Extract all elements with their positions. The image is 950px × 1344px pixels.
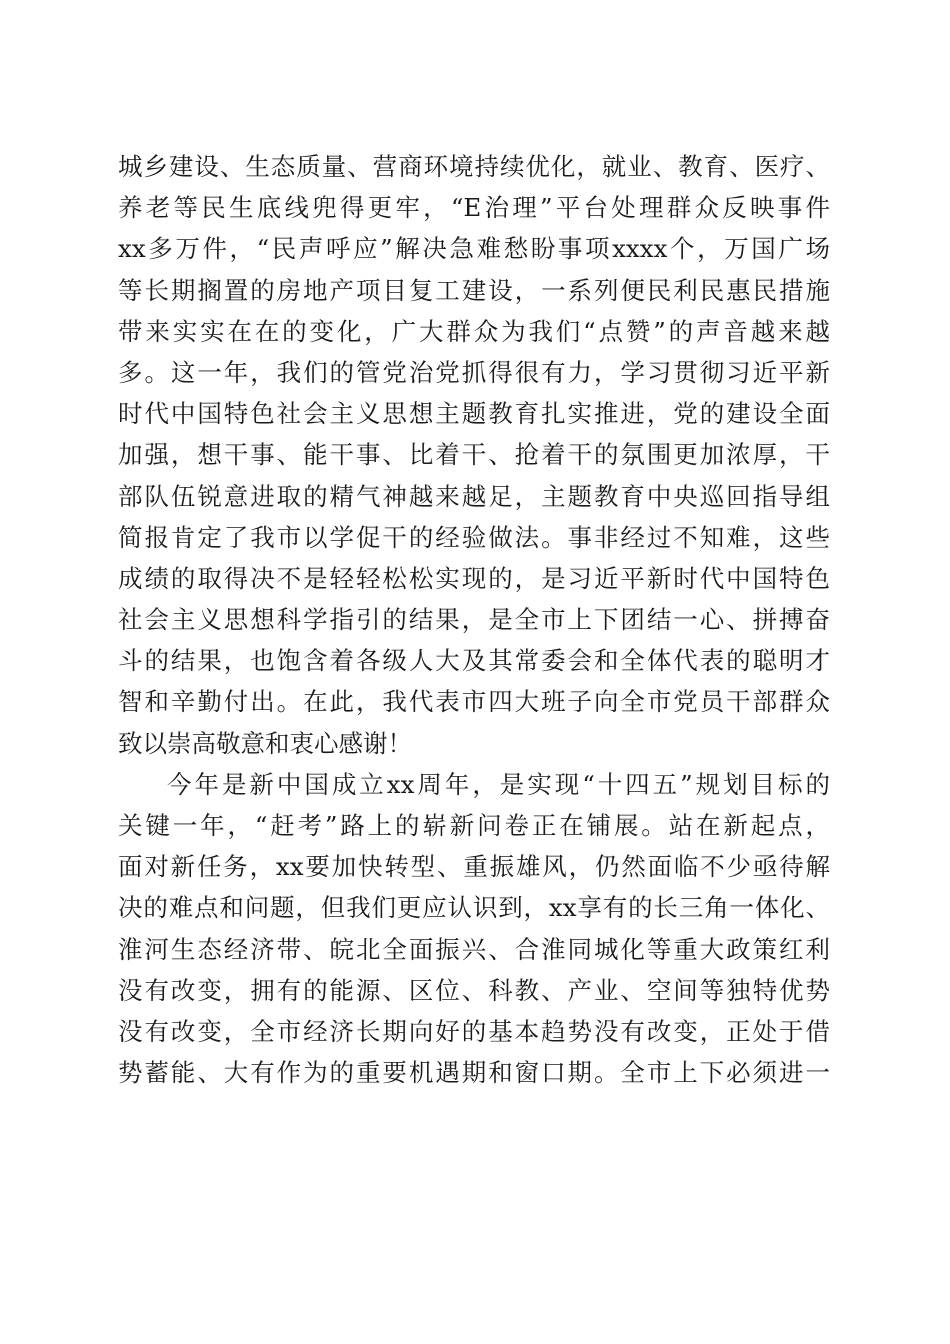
text-line: 面对新任务，xx要加快转型、重振雄风，仍然面临不少亟待解 <box>118 852 830 882</box>
text-line: 加强，想干事、能干事、比着干、抢着干的氛围更加浓厚，干 <box>118 440 830 470</box>
text-line: 智和辛勤付出。在此，我代表市四大班子向全市党员干部群众 <box>118 687 830 717</box>
paragraph-end-line: 致以崇高敬意和衷心感谢！ <box>118 728 412 758</box>
text-line: 多。这一年，我们的管党治党抓得很有力，学习贯彻习近平新 <box>118 357 830 387</box>
text-line: 养老等民生底线兜得更牢，“E治理”平台处理群众反映事件 <box>118 193 830 223</box>
text-line: 关键一年，“赶考”路上的崭新问卷正在铺展。站在新起点， <box>118 811 830 840</box>
paragraph-start-line: 今年是新中国成立xx周年，是实现“十四五”规划目标的 <box>167 769 830 799</box>
text-line: 社会主义思想科学指引的结果，是全市上下团结一心、拼搏奋 <box>118 605 830 635</box>
text-line: 没有改变，拥有的能源、区位、科教、产业、空间等独特优势 <box>118 975 830 1005</box>
text-line: 城乡建设、生态质量、营商环境持续优化，就业、教育、医疗、 <box>118 152 830 181</box>
text-line: 决的难点和问题，但我们更应认识到，xx享有的长三角一体化、 <box>118 893 830 923</box>
text-line: xx多万件，“民声呼应”解决急难愁盼事项xxxx个，万国广场 <box>118 234 830 264</box>
text-line: 部队伍锐意进取的精气神越来越足，主题教育中央巡回指导组 <box>118 481 830 511</box>
text-line: 带来实实在在的变化，广大群众为我们“点赞”的声音越来越 <box>118 316 830 346</box>
text-line: 斗的结果，也饱含着各级人大及其常委会和全体代表的聪明才 <box>118 646 830 676</box>
text-line: 成绩的取得决不是轻轻松松实现的，是习近平新时代中国特色 <box>118 563 830 593</box>
body-text <box>118 146 830 1093</box>
text-line: 时代中国特色社会主义思想主题教育扎实推进，党的建设全面 <box>118 399 830 429</box>
text-line: 没有改变，全市经济长期向好的基本趋势没有改变，正处于借 <box>118 1016 830 1046</box>
text-line: 势蓄能、大有作为的重要机遇期和窗口期。全市上下必须进一 <box>118 1058 830 1088</box>
text-line: 简报肯定了我市以学促干的经验做法。事非经过不知难，这些 <box>118 522 830 552</box>
text-line: 等长期搁置的房地产项目复工建设，一系列便民利民惠民措施 <box>118 275 830 305</box>
text-line: 淮河生态经济带、皖北全面振兴、合淮同城化等重大政策红利 <box>118 934 830 964</box>
